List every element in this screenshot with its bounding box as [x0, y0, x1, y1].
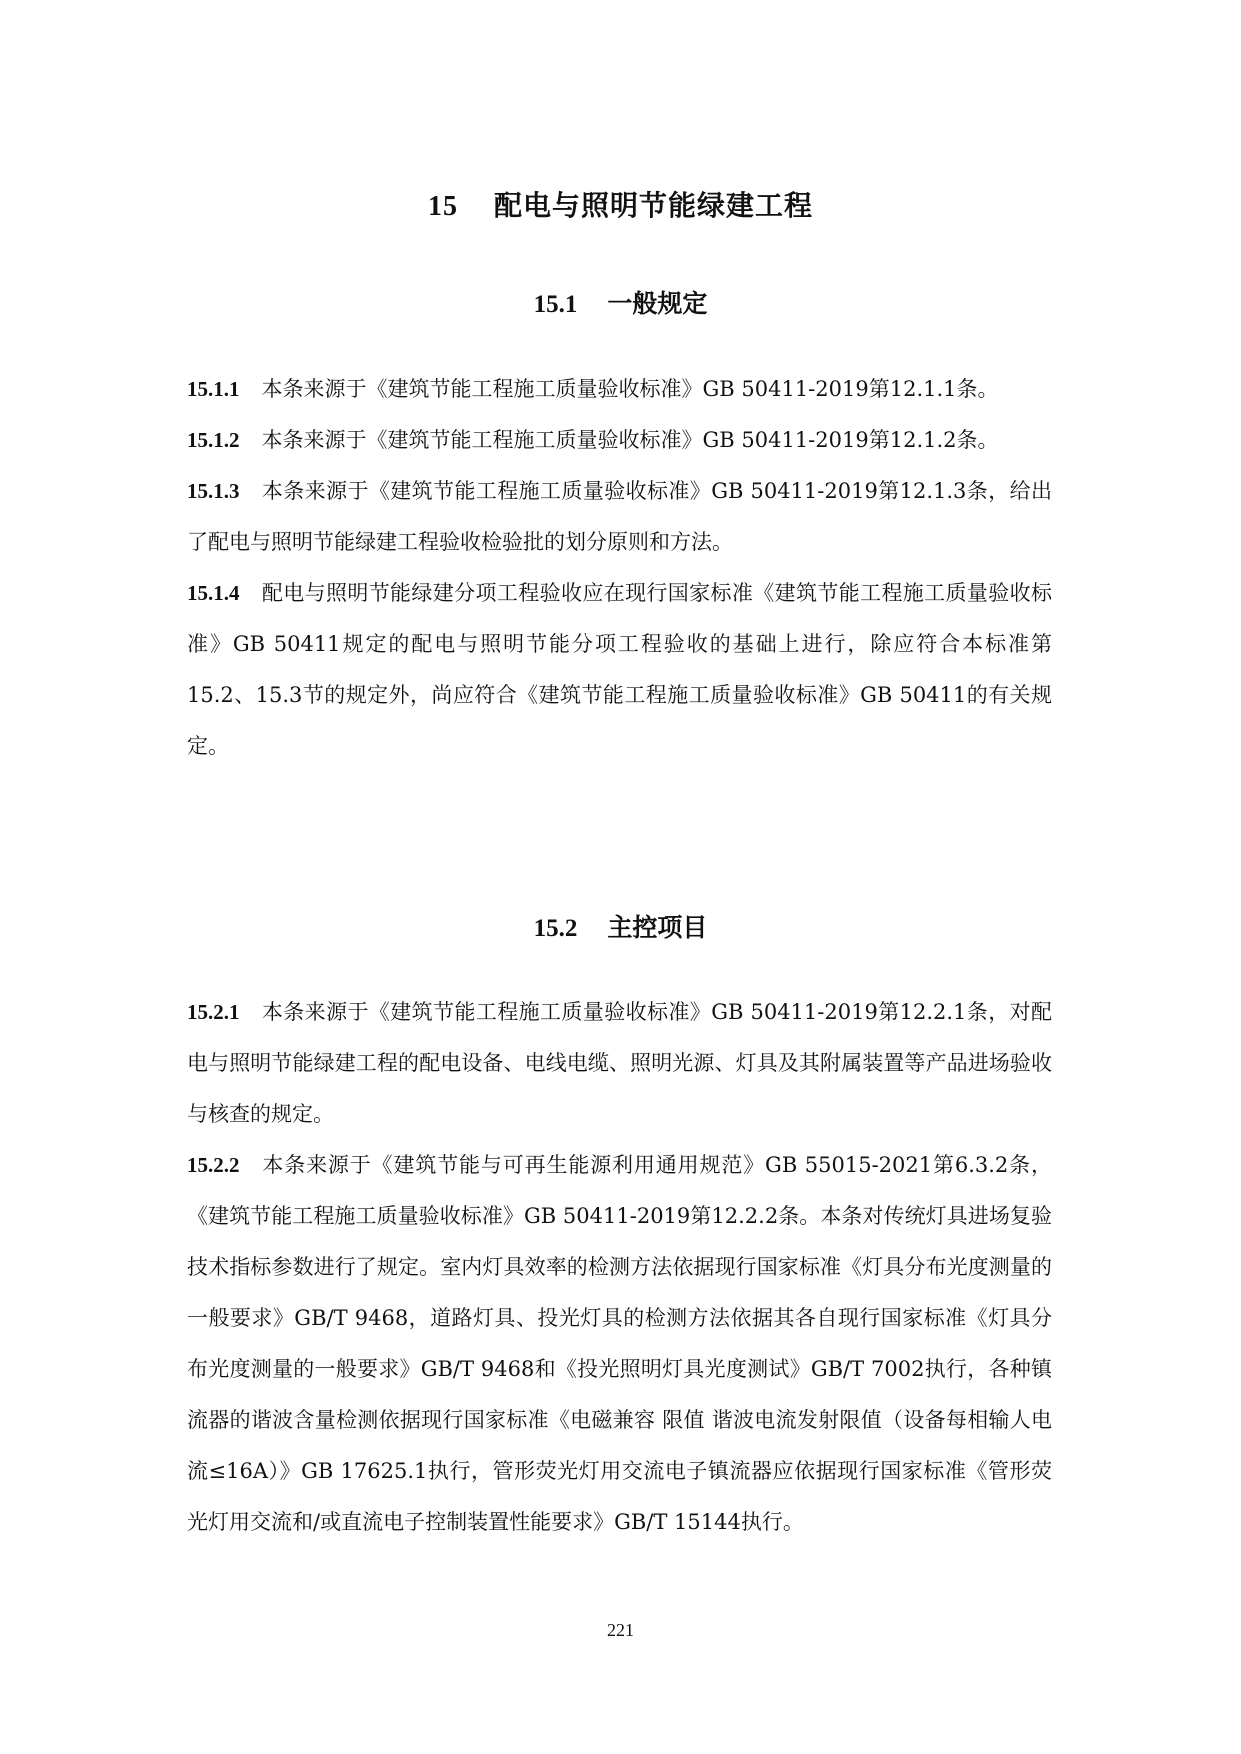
chapter-number: 15	[427, 191, 458, 222]
clause-15-1-4	[187, 568, 1052, 772]
section-title-15-1	[0, 286, 1241, 323]
clause-15-1-3	[187, 466, 1052, 568]
section-number: 15.1	[533, 291, 578, 318]
section-title-text: 一般规定	[607, 289, 708, 318]
section-15-2-body	[187, 987, 1052, 1548]
clause-text: 本条来源于《建筑节能工程施工质量验收标准》GB 50411-2019第12.1.2条。	[261, 428, 999, 452]
clause-15-2-1	[187, 987, 1052, 1140]
clause-text: 本条来源于《建筑节能工程施工质量验收标准》GB 50411-2019第12.1.1条。	[261, 377, 999, 401]
section-15-1-body	[187, 364, 1052, 772]
section-number: 15.2	[533, 915, 578, 942]
section-title-text: 主控项目	[607, 913, 708, 942]
clause-number: 15.1.3	[187, 479, 240, 503]
chapter-title	[0, 186, 1241, 227]
clause-number: 15.1.1	[187, 377, 240, 401]
clause-text: 本条来源于《建筑节能与可再生能源利用通用规范》GB 55015-2021第6.3.2条，《建筑节能工程施工质量验收标准》GB 50411-2019第12.2.2条。本条对传统灯具进场复验技术指标参数进行了规定。室内灯具效率的检测方法依据现行国家标准《灯具分布光度测量的一般要求》GB/T 9468，道路灯具、投光灯具的检测方法依据其各自现行国家标准《灯具分布光度测量的一般要求》GB/T 9468和《投光照明灯具光度测试》GB/T 7002执行，各种镇流器的谐波含量检测依据现行国家标准《电磁兼容 限值 谐波电流发射限值（设备每相输人电流≤16A）》GB 17625.1执行，管形荧光灯用交流电子镇流器应依据现行国家标准《管形荧光灯用交流和/或直流电子控制装置性能要求》GB/T 15144执行。	[187, 1153, 1052, 1534]
clause-number: 15.2.1	[187, 1000, 240, 1024]
clause-text: 本条来源于《建筑节能工程施工质量验收标准》GB 50411-2019第12.1.3条，给出了配电与照明节能绿建工程验收检验批的划分原则和方法。	[187, 479, 1052, 554]
clause-15-2-2	[187, 1140, 1052, 1548]
chapter-title-text: 配电与照明节能绿建工程	[493, 189, 813, 222]
clause-text: 配电与照明节能绿建分项工程验收应在现行国家标准《建筑节能工程施工质量验收标准》GB 50411规定的配电与照明节能分项工程验收的基础上进行，除应符合本标准第15.2、15.3节的规定外，尚应符合《建筑节能工程施工质量验收标准》GB 50411的有关规定。	[187, 581, 1052, 758]
clause-number: 15.2.2	[187, 1153, 240, 1177]
clause-text: 本条来源于《建筑节能工程施工质量验收标准》GB 50411-2019第12.2.1条，对配电与照明节能绿建工程的配电设备、电线电缆、照明光源、灯具及其附属装置等产品进场验收与核查的规定。	[187, 1000, 1052, 1126]
page-number: 221	[607, 1620, 634, 1640]
clause-number: 15.1.2	[187, 428, 240, 452]
clause-number: 15.1.4	[187, 581, 240, 605]
clause-15-1-1	[187, 364, 1052, 415]
clause-15-1-2	[187, 415, 1052, 466]
section-title-15-2	[0, 910, 1241, 947]
